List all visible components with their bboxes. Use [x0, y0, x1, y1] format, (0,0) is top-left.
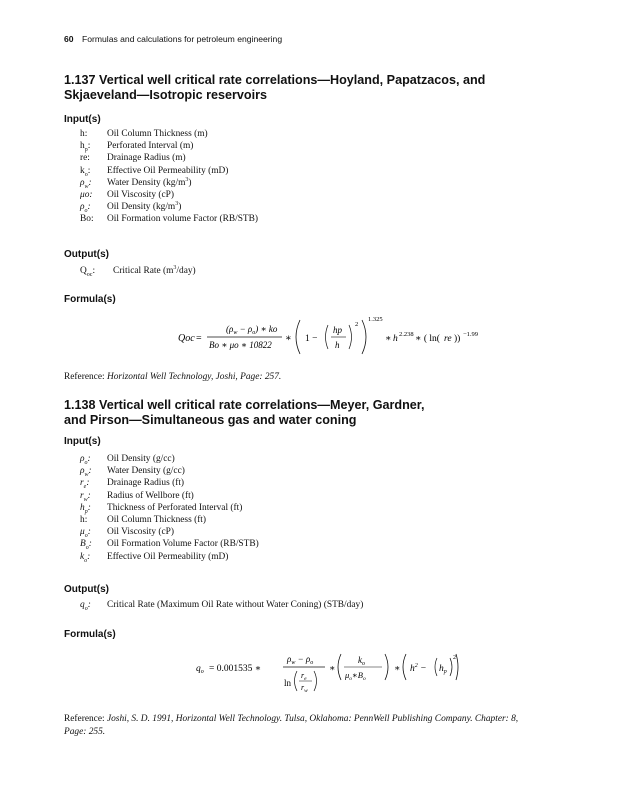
- svg-text:re: re: [444, 334, 452, 344]
- input-desc: Drainage Radius (ft): [107, 478, 185, 489]
- exponent: 2: [453, 655, 456, 661]
- svg-text:hp: $h_p$: [439, 664, 447, 675]
- input-heading: Input(s): [64, 114, 101, 125]
- formula-lhs: Qoc: [178, 333, 195, 344]
- svg-text:= 0.001535 ∗: = 0.001535 ∗: [209, 664, 262, 674]
- input-row: $\rho_w$: Water Density (g/cc): [80, 466, 185, 479]
- svg-text:h2 −: $h^2$ −: [410, 663, 427, 674]
- svg-text:ρw − ρo: $\rho_w - \rho_o$: [287, 654, 314, 666]
- output-row: $Q_{oc}$: Critical Rate $(m^3/day)$: [80, 264, 196, 278]
- input-row: $B_o$: Oil Formation Volume Factor (RB/STB): [80, 539, 259, 552]
- input-row: $k_o$: Effective Oil Permeability (mD): [80, 551, 229, 564]
- svg-text:qo: $q_o$: [196, 664, 204, 675]
- input-desc: Water Density (g/cc): [107, 466, 185, 477]
- output-desc: Critical Rate $(m^3/day)$: [113, 264, 196, 276]
- svg-text:∗: ∗: [285, 333, 292, 344]
- input-row: $\rho_o$: Oil Density (g/cc): [80, 454, 175, 466]
- input-desc: Oil Formation volume Factor (RB/STB): [107, 214, 259, 225]
- page-number: 60: [64, 34, 74, 44]
- section-title-line-2: and Pirson—Simultaneous gas and water coning: [64, 413, 357, 427]
- svg-text:μo∗Bo: $\mu_o∗B_o$: [345, 670, 366, 682]
- input-desc: Oil Density (g/cc): [107, 454, 175, 464]
- svg-text:∗ ( ln(: ∗ ( ln(: [415, 334, 440, 344]
- input-desc: Effective Oil Permeability (mD): [107, 165, 229, 176]
- reference-1137: Reference: Horizontal Well Technology, Joshi, Page: 257.: [64, 372, 282, 382]
- output-heading: Output(s): [64, 584, 109, 595]
- output-row: $q_o$: Critical Rate (Maximum Oil Rate without Water Coning) (STB/day): [80, 600, 364, 612]
- h-exponent: 2.238: [399, 331, 414, 338]
- left-paren: [296, 320, 300, 354]
- formula-1137: [160, 312, 480, 362]
- output-desc: Critical Rate (Maximum Oil Rate without Water Coning) (STB/day): [107, 600, 364, 610]
- input-row: $h_p$: Thickness of Perforated Interval (ft): [80, 502, 243, 515]
- svg-text:=: =: [196, 333, 202, 344]
- svg-text:hp: hp: [333, 325, 342, 335]
- input-row: Bo: Oil Formation volume Factor (RB/STB): [80, 214, 259, 225]
- input-row: μo: Oil Viscosity (cP): [80, 190, 174, 201]
- input-desc: Oil Density $(kg/m^3)$: [107, 201, 182, 213]
- input-desc: Water Density $(kg/m^3)$: [107, 176, 192, 188]
- inner-exponent: 2: [355, 321, 359, 328]
- input-desc: Oil Column Thickness (ft): [107, 515, 207, 526]
- svg-text:rw: $r_w$: [301, 683, 308, 694]
- input-desc: Oil Viscosity (cP): [107, 527, 174, 538]
- svg-text:h: h: [393, 334, 398, 344]
- formula-1138: [180, 648, 460, 698]
- svg-text:∗: ∗: [394, 664, 401, 674]
- input-desc: Oil Viscosity (cP): [107, 190, 174, 201]
- formula-heading: Formula(s): [64, 629, 116, 640]
- svg-text:1 −: 1 −: [305, 334, 318, 344]
- section-title-line-1: 1.137 Vertical well critical rate correlations—Hoyland, Papatzacos, and: [64, 73, 486, 87]
- running-header: [64, 34, 282, 44]
- svg-text:)): )): [454, 334, 461, 344]
- input-desc: Radius of Wellbore (ft): [107, 490, 194, 501]
- input-list: [80, 128, 258, 226]
- svg-text:ko: $k_o$: [358, 655, 365, 667]
- input-heading: Input(s): [64, 436, 101, 447]
- reference-1138: Reference: Joshi, S. D. 1991, Horizontal Well Technology. Tulsa, Oklahoma: PennWell Publishing Company. Chapter: 8, Page: 255.: [64, 713, 564, 738]
- svg-text:(ρw − ρo) ∗ ko: $(\rho_w - \rho_o)$ ∗ ko: [226, 324, 278, 336]
- section-title-line-1: 1.138 Vertical well critical rate correlations—Meyer, Gardner,: [64, 398, 425, 412]
- input-row: $r_w$: Radius of Wellbore (ft): [80, 490, 194, 503]
- output-list: [80, 599, 363, 611]
- right-paren: [362, 320, 366, 354]
- reference-text: Joshi, S. D. 1991, Horizontal Well Technology. Tulsa, Oklahoma: PennWell Publishing Company. Chapter: 8,: [106, 714, 519, 724]
- outer-exponent: 1.325: [368, 316, 383, 323]
- input-row: $\mu_o$: Oil Viscosity (cP): [80, 527, 174, 540]
- input-desc: Oil Column Thickness (m): [107, 129, 208, 139]
- input-desc: Perforated Interval (m): [107, 141, 194, 152]
- input-row: $\rho_o$: Oil Density $(kg/m^3)$: [80, 201, 182, 215]
- input-desc: Drainage Radius (m): [107, 153, 186, 164]
- formula-heading: Formula(s): [64, 294, 116, 305]
- output-list: [80, 265, 196, 277]
- input-desc: Oil Formation Volume Factor (RB/STB): [107, 539, 259, 550]
- input-row: $r_e$: Drainage Radius (ft): [80, 478, 185, 491]
- input-row: $k_o$: Effective Oil Permeability (mD): [80, 165, 229, 178]
- svg-text:ln: ln: [284, 678, 292, 688]
- svg-text:∗: ∗: [385, 334, 392, 344]
- svg-text:h: h: [335, 340, 340, 350]
- output-heading: Output(s): [64, 249, 109, 260]
- input-row: $\rho_w$: Water Density $(kg/m^3)$: [80, 176, 192, 190]
- input-desc: Effective Oil Permeability (mD): [107, 551, 229, 562]
- input-list: [80, 453, 259, 563]
- section-title-line-2: Skjaeveland—Isotropic reservoirs: [64, 88, 267, 102]
- section-1138-title: [64, 398, 564, 428]
- input-desc: Thickness of Perforated Interval (ft): [107, 502, 243, 513]
- reference-text: Horizontal Well Technology, Joshi, Page: 257.: [106, 372, 282, 382]
- svg-text:re: $r_e$: [301, 671, 307, 682]
- input-row: $h_p$: Perforated Interval (m): [80, 141, 194, 154]
- section-1137-title: [64, 73, 564, 103]
- reference-text-line-2: Page: 255.: [64, 726, 106, 737]
- input-row: re: Drainage Radius (m): [80, 153, 186, 164]
- svg-text:Bo ∗ μo ∗ 10822: Bo ∗ μo ∗ 10822: [209, 340, 272, 350]
- running-title: Formulas and calculations for petroleum engineering: [81, 34, 283, 44]
- input-row: h: Oil Column Thickness (ft): [80, 515, 207, 526]
- input-row: h: Oil Column Thickness (m): [80, 129, 208, 139]
- svg-text:∗: ∗: [329, 664, 336, 674]
- ln-exponent: −1.99: [463, 331, 479, 338]
